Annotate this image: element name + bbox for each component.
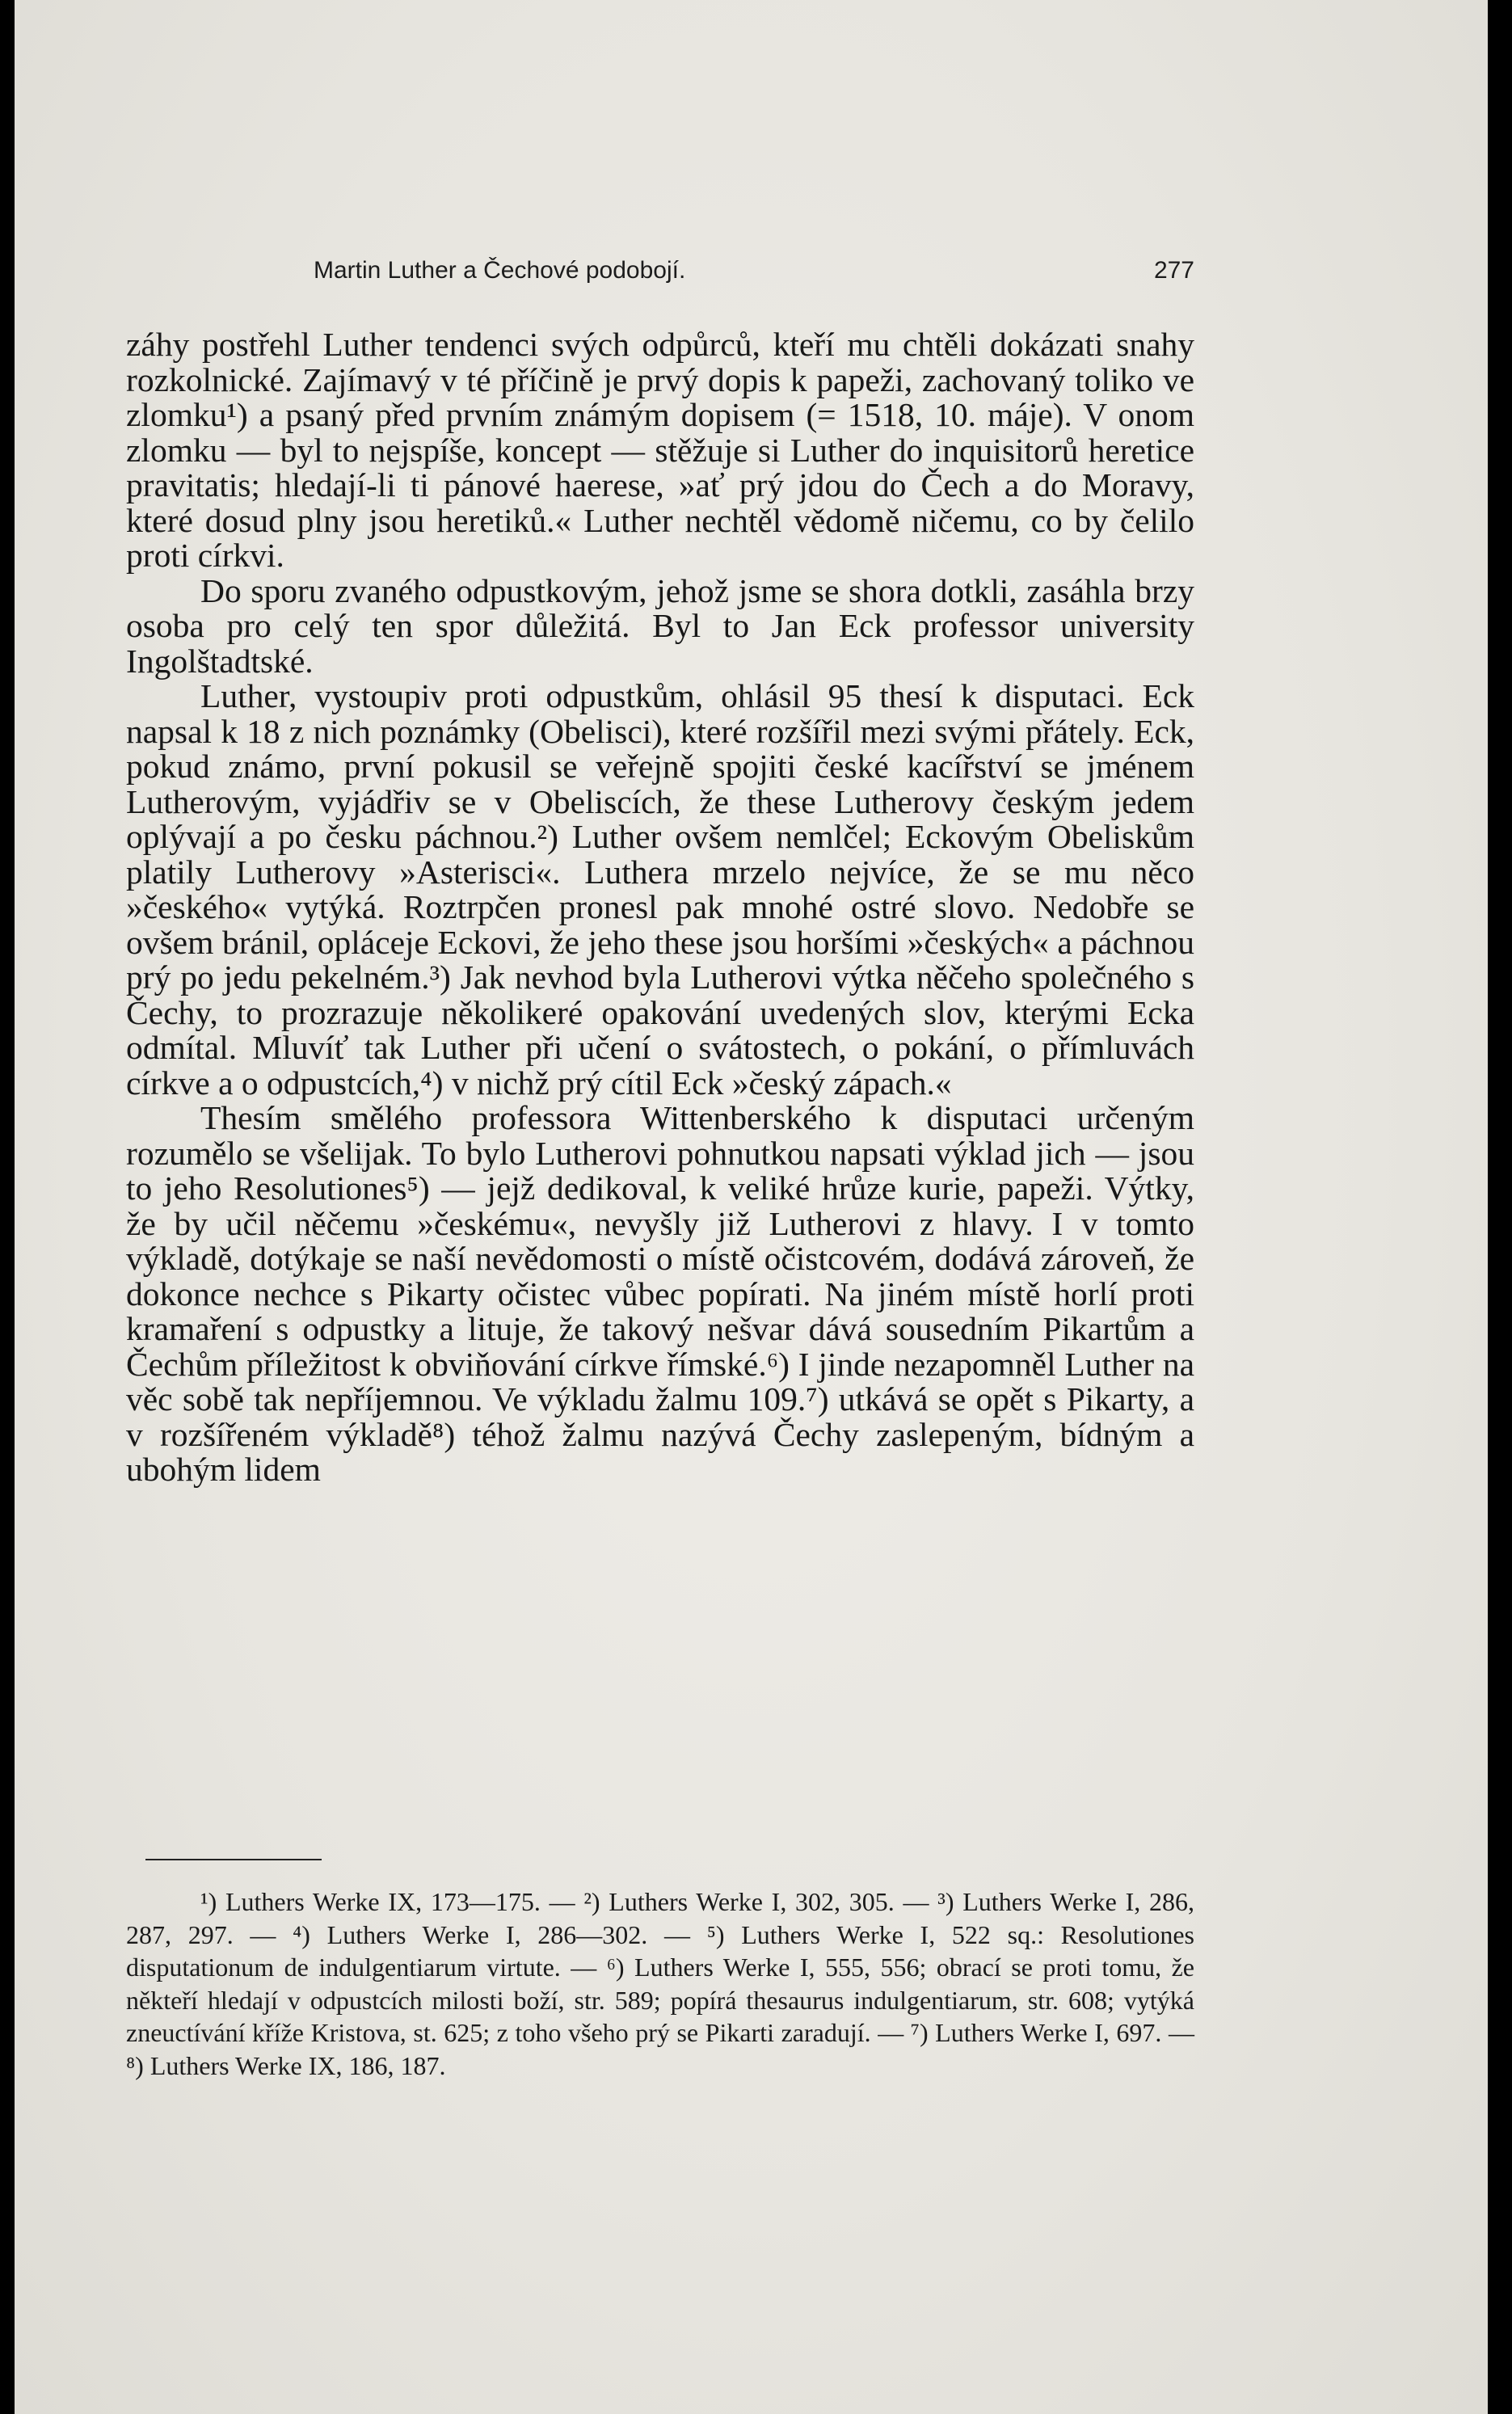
paragraph-4: Thesím smělého professora Wittenberského k disputaci určeným rozumělo se všelijak. To bylo Lutherovi pohnutkou napsati výklad jich — jsou to jeho Resolutiones⁵) — jejž dedikoval, k veliké hrůze kurie, papeži. Výtky, že by učil něčemu »českému«, nevyšly již Lutherovi z hlavy. I v tomto výkladě, dotýkaje se naší nevědomosti o místě očistcovém, dodává zároveň, že dokonce nechce s Pikarty očistec vůbec popírati. Na jiném místě horlí proti kramaření s odpustky a lituje, že takový nešvar dává sousedním Pikartům a Čechům příležitost k obviňování církve římské.⁶) I jinde nezapomněl Luther na věc sobě tak nepříjemnou. Ve výkladu žalmu 109.⁷) utkává se opět s Pikarty, a v rozšířeném výkladě⁸) téhož žalmu nazývá Čechy zaslepeným, bídným a ubohým lidem bbox=[126, 1099, 1194, 1488]
footnote-divider bbox=[145, 1859, 322, 1860]
body-text bbox=[126, 327, 1194, 1488]
paragraph-2: Do sporu zvaného odpustkovým, jehož jsme se shora dotkli, zasáhla brzy osoba pro celý ten spor důležitá. Byl to Jan Eck professor university Ingolštadtské. bbox=[126, 571, 1194, 680]
footnotes-text: ¹) Luthers Werke IX, 173—175. — ²) Luthers Werke I, 302, 305. — ³) Luthers Werke I, 286, 287, 297. — ⁴) Luthers Werke I, 286—302. — ⁵) Luthers Werke I, 522 sq.: Resolutiones disputationum de indulgentiarum virtute. — ⁶) Luthers Werke I, 555, 556; obrací se proti tomu, že někteří hledají v odpustcích milosti boží, str. 589; popírá thesaurus indulgentiarum, str. 608; vytýká zneuctívání kříže Kristova, st. 625; z toho všeho prý se Pikarti zaradují. — ⁷) Luthers Werke I, 697. — ⁸) Luthers Werke IX, 186, 187. bbox=[126, 1887, 1194, 2080]
book-page bbox=[15, 0, 1488, 2414]
paragraph-1: záhy postřehl Luther tendenci svých odpůrců, kteří mu chtěli dokázati snahy rozkolnické. Zajímavý v té příčině je prvý dopis k papeži, zachovaný toliko ve zlomku¹) a psaný před prvním známým dopisem (= 1518, 10. máje). V onom zlomku — byl to nejspíše, koncept — stěžuje si Luther do inquisitorů heretice pravitatis; hledají-li ti pánové haerese, »ať prý jdou do Čech a do Moravy, které dosud plny jsou heretiků.« Luther nechtěl vědomě ničemu, co by čelilo proti církvi. bbox=[126, 326, 1194, 574]
page-number: 277 bbox=[1153, 257, 1194, 284]
paragraph-3: Luther, vystoupiv proti odpustkům, ohlásil 95 thesí k disputaci. Eck napsal k 18 z nich poznámky (Obelisci), které rozšířil mezi svými přátely. Eck, pokud známo, první pokusil se veřejně spojiti české kacířství se jménem Lutherovým, vyjádřiv se v Obeliscích, že these Lutherovy českým jedem oplývají a po česku páchnou.²) Luther ovšem nemlčel; Eckovým Obeliskům platily Lutherovy »Asterisci«. Luthera mrzelo nejvíce, že se mu něco »českého« vytýká. Roztrpčen pronesl pak mnohé ostré slovo. Nedobře se ovšem bránil, opláceje Eckovi, že jeho these jsou horšími »českých« a páchnou prý po jedu pekelném.³) Jak nevhod byla Lutherovi výtka něčeho společného s Čechy, to prozrazuje několikeré opakování uvedených slov, kterými Ecka odmítal. Mluvíť tak Luther při učení o svátostech, o pokání, o přímluvách církve a o odpustcích,⁴) v nichž prý cítil Eck »český zápach.« bbox=[126, 677, 1194, 1102]
running-title: Martin Luther a Čechové podobojí. bbox=[314, 257, 686, 284]
footnotes bbox=[126, 1885, 1194, 2082]
